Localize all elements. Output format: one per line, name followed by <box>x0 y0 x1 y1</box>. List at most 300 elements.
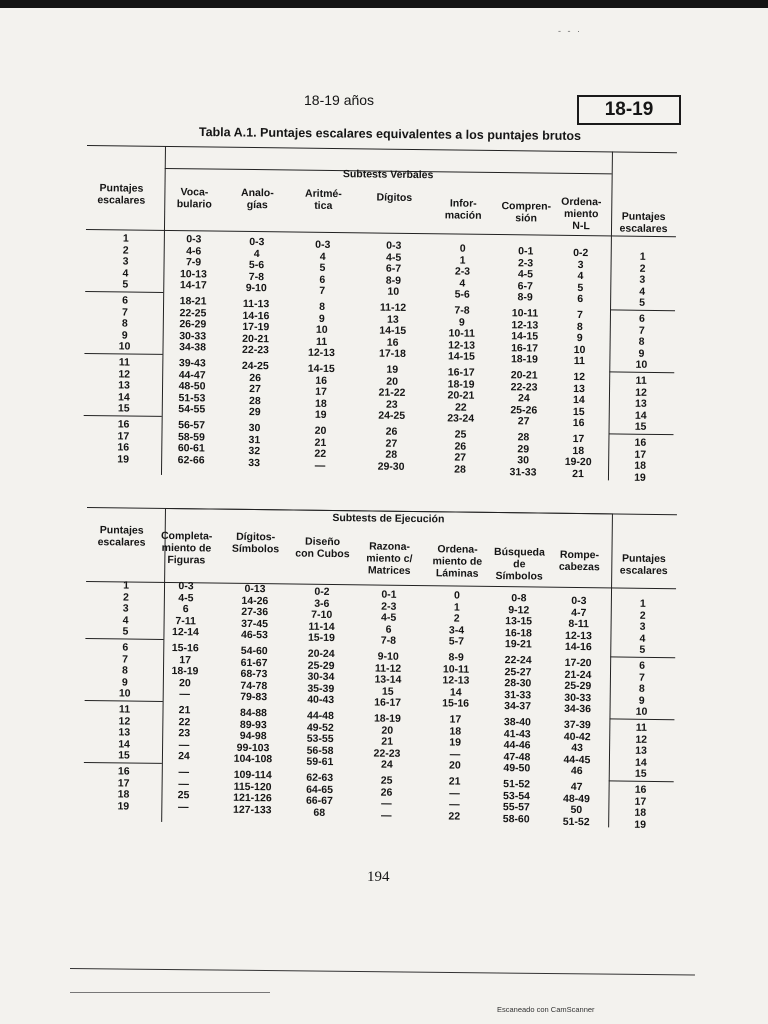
scale-score-right: 10 <box>635 359 648 372</box>
raw-score-range: 56-57 <box>178 419 206 432</box>
raw-score-range: 12-13 <box>511 318 539 332</box>
scale-score: 10 <box>118 340 131 353</box>
raw-score-range: 4-5 <box>385 251 402 264</box>
column-header: Ordena- miento de Láminas <box>432 543 483 580</box>
column-header: Aritmé- tica <box>304 187 342 213</box>
column-header: Dígitos <box>376 191 413 204</box>
raw-score-range: 24 <box>518 392 530 405</box>
scale-score: 17 <box>117 776 130 790</box>
raw-score-range: 7-8 <box>248 270 265 283</box>
raw-score-range: 62-66 <box>177 453 205 467</box>
scale-score: 2 <box>122 591 129 604</box>
raw-score-range: 11 <box>573 355 586 368</box>
scale-score: 15 <box>118 749 130 762</box>
raw-score-range: 10 <box>315 323 328 337</box>
group-rule <box>609 371 674 373</box>
raw-score-range: 94-98 <box>239 730 267 743</box>
raw-score-range: 30-34 <box>307 670 335 684</box>
scale-score: 6 <box>122 641 129 654</box>
raw-score-range: 1 <box>453 601 460 614</box>
column-header: Dígitos- Símbolos <box>231 530 280 556</box>
raw-score-range: 13 <box>573 382 585 395</box>
raw-score-range: 4-5 <box>517 268 534 281</box>
raw-score-range: 49-52 <box>306 721 334 734</box>
raw-score-range: 0-13 <box>244 582 266 596</box>
raw-score-range: 29-30 <box>377 460 405 473</box>
raw-score-range: 35-39 <box>307 682 335 695</box>
raw-score-range: 18-19 <box>447 378 475 391</box>
raw-score-range: 14 <box>573 394 585 407</box>
raw-score-range: 21 <box>572 467 584 480</box>
scale-score-right: 18 <box>634 459 647 473</box>
raw-score-range: 22 <box>314 447 327 461</box>
raw-score-range: 40-43 <box>307 694 335 707</box>
raw-score-range: — <box>449 798 460 811</box>
raw-score-range: 20 <box>386 375 399 388</box>
raw-score-range: 25-27 <box>504 665 532 679</box>
raw-score-range: 23 <box>178 727 191 740</box>
scale-score: 11 <box>118 356 130 369</box>
raw-score-range: 22-23 <box>373 747 401 760</box>
raw-score-range: 31 <box>248 433 261 446</box>
raw-score-range: 15 <box>381 685 394 698</box>
raw-score-range: 14-16 <box>564 641 592 654</box>
raw-score-range: 16-17 <box>447 366 475 379</box>
raw-score-range: 14-26 <box>241 594 269 607</box>
raw-score-range: 23 <box>385 398 398 411</box>
raw-score-range: 28-30 <box>504 677 532 690</box>
page-rule <box>70 968 695 976</box>
scale-score-right: 9 <box>638 347 645 360</box>
group-rule <box>609 433 674 435</box>
raw-score-range: 99-103 <box>236 741 270 755</box>
raw-score-range: 30-33 <box>564 691 592 704</box>
raw-score-range: 19 <box>386 363 399 376</box>
raw-score-range: 10-11 <box>511 307 539 320</box>
raw-score-range: 12-13 <box>442 674 470 687</box>
raw-score-range: 34-36 <box>564 703 592 716</box>
raw-score-range: 0-3 <box>186 233 202 246</box>
raw-score-range: 68-73 <box>240 668 268 681</box>
raw-score-range: 30 <box>517 454 530 467</box>
raw-score-range: 9 <box>318 312 325 325</box>
raw-score-range: 58-59 <box>177 430 205 444</box>
scale-score: 7 <box>121 306 128 319</box>
raw-score-range: 55-57 <box>502 801 530 814</box>
raw-score-range: 47 <box>570 780 583 794</box>
raw-score-range: 25 <box>177 789 190 802</box>
raw-score-range: 6 <box>319 273 326 286</box>
verbal-subtests-table <box>87 145 677 484</box>
group-rule <box>610 656 675 658</box>
scale-score-right: 13 <box>635 744 647 758</box>
scale-score-right: 12 <box>635 733 648 746</box>
raw-score-range: 12-13 <box>564 629 592 642</box>
raw-score-range: 33 <box>248 456 261 469</box>
raw-score-range: 4 <box>459 277 466 290</box>
raw-score-range: 7-8 <box>454 304 470 317</box>
raw-score-range: 2-3 <box>381 600 397 613</box>
raw-score-range: 14-15 <box>447 350 475 364</box>
raw-score-range: 0-2 <box>573 246 589 260</box>
raw-score-range: 9-10 <box>377 650 399 663</box>
raw-score-range: 22-25 <box>179 306 207 320</box>
raw-score-range: 44-46 <box>503 739 531 752</box>
column-header: Diseño con Cubos <box>295 535 350 561</box>
raw-score-range: 25-29 <box>564 680 592 693</box>
scale-score-right: 3 <box>639 273 646 287</box>
raw-score-range: 3 <box>577 258 584 271</box>
raw-score-range: 41-43 <box>503 727 531 741</box>
raw-score-range: 10-13 <box>179 267 207 281</box>
raw-score-range: 5 <box>577 281 584 294</box>
raw-score-range: 48-50 <box>178 380 206 393</box>
raw-score-range: 24-25 <box>241 359 269 373</box>
scale-score: 7 <box>122 653 129 666</box>
scale-score-right: 16 <box>634 436 647 449</box>
raw-score-range: — <box>314 459 326 472</box>
raw-score-range: 3-6 <box>314 597 330 610</box>
raw-score-range: 1 <box>459 254 466 267</box>
raw-score-range: — <box>381 797 392 810</box>
raw-score-range: 0 <box>453 589 460 602</box>
raw-score-range: — <box>380 809 392 822</box>
raw-score-range: 37-45 <box>241 617 269 631</box>
raw-score-range: 5-6 <box>454 288 470 302</box>
table-caption: Tabla A.1. Puntajes escalares equivalentes a los puntajes brutos <box>198 125 582 144</box>
raw-score-range: 8-11 <box>568 618 589 631</box>
raw-score-range: 20-21 <box>447 389 475 402</box>
table-top-rule <box>87 145 677 153</box>
raw-score-range: 20 <box>381 724 394 737</box>
raw-score-range: 17 <box>449 713 462 726</box>
raw-score-range: 34-37 <box>504 700 532 713</box>
scale-score: 1 <box>122 232 129 245</box>
raw-score-range: 28 <box>385 448 398 461</box>
raw-score-range: 0-1 <box>518 245 534 258</box>
scale-score-right: 1 <box>639 250 646 263</box>
raw-score-range: 19 <box>314 409 327 422</box>
raw-score-range: 0-3 <box>178 580 194 593</box>
age-range-heading: 18-19 años <box>304 92 375 108</box>
raw-score-range: 29 <box>517 442 530 456</box>
scale-score: 15 <box>117 402 130 415</box>
raw-score-range: 31-33 <box>509 465 537 479</box>
raw-score-range: 60-61 <box>177 442 205 455</box>
raw-score-range: 7-10 <box>311 608 333 622</box>
raw-score-range: 27 <box>249 383 261 396</box>
raw-score-range: 50 <box>570 804 583 817</box>
raw-score-range: 21-24 <box>564 668 592 681</box>
raw-score-range: 18-21 <box>179 295 207 308</box>
scale-score: 13 <box>118 379 130 392</box>
scale-score-right: 5 <box>639 644 646 657</box>
scale-score-right: 10 <box>635 706 648 719</box>
raw-score-range: 25 <box>454 428 467 441</box>
raw-score-range: 6 <box>385 623 392 636</box>
raw-score-range: 4 <box>253 247 260 260</box>
scale-score-right: 19 <box>634 471 646 484</box>
column-header: Completa- miento de Figuras <box>160 529 213 567</box>
raw-score-range: 40-42 <box>563 730 591 743</box>
raw-score-range: 2 <box>453 612 460 625</box>
raw-score-range: 64-65 <box>306 783 334 796</box>
raw-score-range: 56-58 <box>306 744 334 757</box>
scale-score: 10 <box>118 687 131 700</box>
raw-score-range: 89-93 <box>239 718 267 731</box>
raw-score-range: 84-88 <box>239 706 267 720</box>
raw-score-range: 10 <box>573 343 586 356</box>
raw-score-range: 18 <box>572 444 585 457</box>
raw-score-range: 3-4 <box>448 624 465 637</box>
scale-score-right: 17 <box>634 448 647 461</box>
raw-score-range: 20 <box>314 424 327 437</box>
page-rule-short <box>70 992 270 993</box>
scanner-watermark: Escaneado con CamScanner <box>497 1005 595 1014</box>
scale-score-right: 2 <box>639 262 646 275</box>
raw-score-range: 2-3 <box>517 256 534 270</box>
scale-score: 11 <box>118 703 131 716</box>
raw-score-range: 8-9 <box>517 291 533 304</box>
raw-score-range: 8-9 <box>385 274 402 287</box>
raw-score-range: — <box>449 748 461 761</box>
raw-score-range: 26 <box>385 425 398 438</box>
scale-score-right: 6 <box>639 659 646 672</box>
raw-score-range: 0-2 <box>314 585 330 598</box>
raw-score-range: 14 <box>449 686 462 699</box>
column-header: Búsqueda de Símbolos <box>494 545 545 583</box>
raw-score-range: 0-3 <box>315 238 331 251</box>
raw-score-range: 66-67 <box>305 794 333 808</box>
scale-score-right: 9 <box>638 694 645 707</box>
raw-score-range: 4-5 <box>381 611 397 624</box>
raw-score-range: 15-19 <box>307 632 335 645</box>
scale-score: 4 <box>122 614 129 627</box>
raw-score-range: 16-18 <box>504 626 532 640</box>
raw-score-range: 121-126 <box>233 791 272 805</box>
scale-score: 13 <box>118 726 131 739</box>
raw-score-range: 37-39 <box>563 718 591 732</box>
scale-score: 18 <box>117 788 130 801</box>
raw-score-range: 28 <box>248 394 261 407</box>
raw-score-range: 18-19 <box>373 712 401 725</box>
raw-score-range: 4-6 <box>186 244 202 257</box>
raw-score-range: 20-21 <box>510 369 538 382</box>
scale-score-right: 19 <box>634 818 647 831</box>
page-number: 194 <box>367 869 390 885</box>
scan-speck: - - · <box>558 26 582 36</box>
raw-score-range: 54-55 <box>178 403 206 416</box>
scale-score: 5 <box>122 625 129 638</box>
age-range-badge: 18-19 <box>577 95 681 125</box>
raw-score-range: 39-43 <box>178 357 206 370</box>
raw-score-range: 48-49 <box>562 792 590 805</box>
raw-score-range: 11-12 <box>379 301 407 314</box>
raw-score-range: 17 <box>179 653 192 666</box>
raw-score-range: 46 <box>570 765 583 778</box>
raw-score-range: 15 <box>572 405 585 418</box>
raw-score-range: 7-8 <box>380 634 397 648</box>
raw-score-range: 15-16 <box>442 697 470 711</box>
raw-score-range: 12 <box>573 370 586 384</box>
scale-score-right: 8 <box>638 682 645 696</box>
raw-score-range: 9-10 <box>245 282 267 295</box>
raw-score-range: 11-14 <box>308 620 335 633</box>
raw-score-range: 127-133 <box>232 803 272 817</box>
raw-score-range: 20-21 <box>242 332 270 346</box>
raw-score-range: 15-16 <box>171 642 199 655</box>
scale-score-right: 12 <box>635 386 647 399</box>
raw-score-range: 17-20 <box>564 656 592 670</box>
raw-score-range: 26 <box>380 786 393 799</box>
raw-score-range: 20 <box>448 759 461 772</box>
scale-score-right: 15 <box>634 421 647 434</box>
raw-score-range: 16 <box>572 417 585 430</box>
group-rule <box>85 291 163 293</box>
scale-score-right: 17 <box>634 795 647 808</box>
raw-score-range: 6 <box>577 293 584 306</box>
raw-score-range: 0 <box>459 242 466 255</box>
raw-score-range: 51-53 <box>178 391 206 405</box>
raw-score-range: 6-7 <box>385 262 402 276</box>
raw-score-range: 7 <box>576 308 583 322</box>
raw-score-range: 9 <box>576 332 583 345</box>
raw-score-range: 38-40 <box>503 716 531 729</box>
raw-score-range: 30 <box>248 421 261 435</box>
raw-score-range: 20 <box>178 676 191 690</box>
scale-score-right: 14 <box>635 756 647 769</box>
scale-score-right: 6 <box>638 312 645 325</box>
raw-score-range: 4-5 <box>178 591 194 604</box>
raw-score-range: 11-13 <box>242 297 270 311</box>
raw-score-range: 6 <box>182 603 189 616</box>
scale-score-right: 15 <box>634 768 647 781</box>
raw-score-range: 26-29 <box>179 318 207 331</box>
raw-score-range: 13-14 <box>374 673 402 687</box>
raw-score-range: 4-7 <box>571 606 587 619</box>
left-scale-header: Puntajes escalares <box>97 182 146 207</box>
raw-score-range: 19-20 <box>564 456 592 469</box>
raw-score-range: 27-36 <box>241 606 269 619</box>
raw-score-range: 12-13 <box>448 339 476 352</box>
raw-score-range: 24-25 <box>378 409 406 423</box>
scale-score: 9 <box>121 676 128 689</box>
raw-score-range: 22 <box>454 401 467 414</box>
scale-score: 16 <box>117 765 130 778</box>
raw-score-range: 4 <box>319 250 326 263</box>
scale-score: 12 <box>118 714 131 728</box>
raw-score-range: 13-15 <box>505 615 533 628</box>
scale-score-right: 11 <box>635 374 647 387</box>
scale-score-right: 5 <box>639 297 646 310</box>
scale-score-right: 11 <box>635 721 647 734</box>
raw-score-range: 16 <box>386 336 399 349</box>
raw-score-range: 49-50 <box>503 762 531 775</box>
scale-score-right: 4 <box>639 285 646 298</box>
scale-score: 16 <box>117 441 130 454</box>
scale-score-right: 3 <box>639 620 646 634</box>
scale-score: 6 <box>122 294 129 307</box>
raw-score-range: 16-17 <box>511 341 539 355</box>
raw-score-range: 17 <box>315 385 327 399</box>
raw-score-range: 22-24 <box>504 654 532 667</box>
group-rule <box>609 718 674 720</box>
scale-score-right: 7 <box>638 671 645 684</box>
raw-score-range: 7-11 <box>175 614 196 628</box>
raw-score-range: 4 <box>577 270 584 283</box>
raw-score-range: 53-55 <box>306 732 334 746</box>
raw-score-range: 25 <box>380 774 393 787</box>
raw-score-range: 7-9 <box>185 256 202 269</box>
raw-score-range: 61-67 <box>240 656 268 669</box>
scale-score-right: 13 <box>634 397 647 411</box>
section-title: Subtests Verbales <box>342 168 434 182</box>
raw-score-range: 18 <box>449 725 462 738</box>
scale-score-right: 1 <box>639 597 646 610</box>
raw-score-range: 5 <box>319 262 326 275</box>
group-rule <box>610 309 675 311</box>
raw-score-range: 104-108 <box>233 753 273 766</box>
raw-score-range: 16-17 <box>374 696 402 710</box>
raw-score-range: 14-17 <box>179 279 207 292</box>
raw-score-range: — <box>178 777 189 790</box>
raw-score-range: 21 <box>178 704 191 717</box>
raw-score-range: 21 <box>448 775 461 788</box>
column-header: Compren- sión <box>501 200 552 225</box>
raw-score-range: 21-22 <box>378 386 406 400</box>
raw-score-range: 30-33 <box>179 329 207 343</box>
raw-score-range: 46-53 <box>240 629 268 642</box>
raw-score-range: 59-61 <box>306 756 334 769</box>
raw-score-range: 18-19 <box>510 353 538 366</box>
raw-score-range: — <box>178 800 189 814</box>
right-scale-header: Puntajes escalares <box>619 210 668 236</box>
raw-score-range: 19-21 <box>504 638 532 651</box>
raw-score-range: 32 <box>248 445 261 458</box>
raw-score-range: 11 <box>315 335 328 348</box>
scale-score: 1 <box>123 579 130 592</box>
raw-score-range: 14-15 <box>307 362 335 376</box>
raw-score-range: 6-7 <box>517 280 533 293</box>
raw-score-range: 14-15 <box>511 330 539 343</box>
scale-score: 16 <box>117 418 130 431</box>
scale-score: 17 <box>117 429 130 443</box>
raw-score-range: 62-63 <box>306 771 334 785</box>
scan-edge-bar <box>0 0 768 8</box>
raw-score-range: 14-15 <box>379 324 407 338</box>
scale-score: 9 <box>121 329 128 342</box>
raw-score-range: 0-3 <box>249 235 265 249</box>
scale-score: 5 <box>122 278 129 291</box>
raw-score-range: 44-47 <box>178 368 206 382</box>
raw-score-range: 10-11 <box>448 327 475 340</box>
raw-score-range: 10 <box>387 286 400 299</box>
scale-score: 12 <box>118 367 131 381</box>
raw-score-range: 115-120 <box>233 780 272 793</box>
raw-score-range: 16 <box>315 374 328 387</box>
raw-score-range: — <box>449 787 460 800</box>
column-header: Analo- gías <box>241 186 274 212</box>
raw-score-range: 19 <box>449 736 462 749</box>
scale-score: 3 <box>122 255 129 268</box>
raw-score-range: 14-16 <box>242 309 270 322</box>
raw-score-range: 34-38 <box>179 341 207 354</box>
raw-score-range: 27 <box>454 451 467 464</box>
raw-score-range: 9 <box>458 316 465 329</box>
raw-score-range: 54-60 <box>240 644 268 658</box>
execution-subtests-table <box>87 507 677 831</box>
raw-score-range: 24 <box>178 750 190 763</box>
